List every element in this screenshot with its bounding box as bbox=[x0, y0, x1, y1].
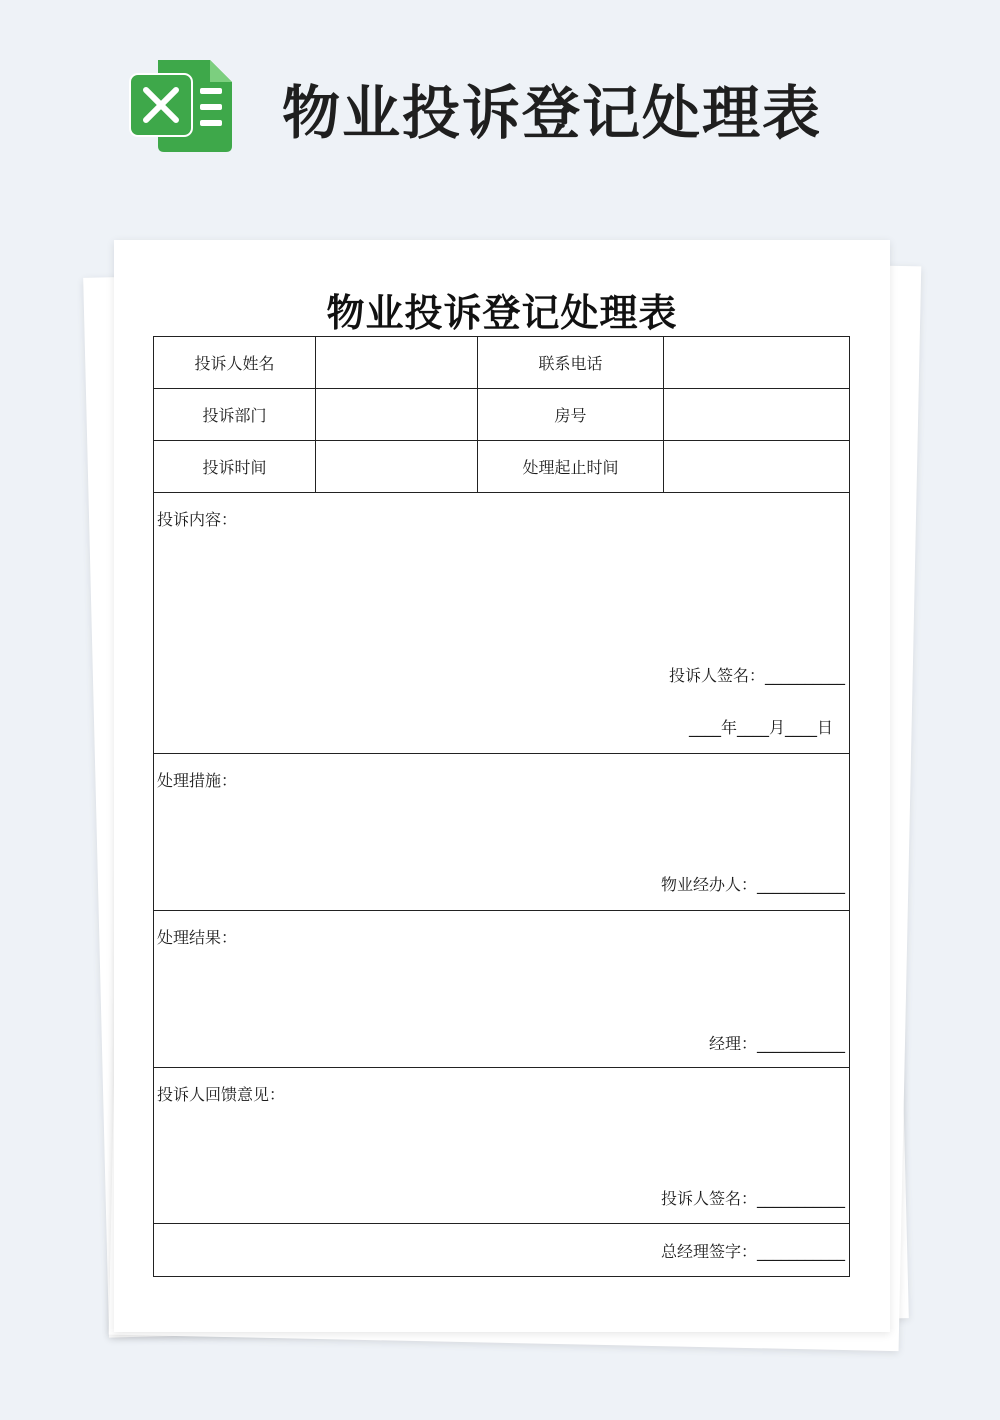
property-handler-signature-line: 物业经办人：___________ bbox=[660, 875, 845, 894]
complainant-signature-line: 投诉人签名：__________ bbox=[668, 666, 845, 685]
info-row bbox=[154, 337, 849, 389]
general-manager-signature-line: 总经理签字：___________ bbox=[660, 1242, 845, 1261]
field-complainant-name[interactable] bbox=[316, 337, 478, 388]
info-row bbox=[154, 441, 849, 493]
complaint-form bbox=[153, 336, 850, 1277]
label-complaint-department: 投诉部门 bbox=[154, 389, 316, 440]
section-general-manager[interactable] bbox=[154, 1224, 849, 1276]
section-label: 投诉内容： bbox=[157, 510, 238, 529]
label-room-number: 房号 bbox=[478, 389, 664, 440]
label-contact-phone: 联系电话 bbox=[478, 337, 664, 388]
page-header bbox=[0, 0, 1000, 200]
complainant-feedback-signature-line: 投诉人签名：___________ bbox=[660, 1189, 845, 1208]
label-complainant-name: 投诉人姓名 bbox=[154, 337, 316, 388]
section-complainant-feedback[interactable] bbox=[154, 1068, 849, 1224]
label-processing-period: 处理起止时间 bbox=[478, 441, 664, 492]
section-label: 处理措施： bbox=[157, 771, 238, 790]
page-title: 物业投诉登记处理表 bbox=[282, 79, 823, 147]
excel-file-icon bbox=[128, 58, 234, 154]
field-contact-phone[interactable] bbox=[664, 337, 848, 388]
section-complaint-content[interactable] bbox=[154, 493, 849, 754]
section-label: 处理结果： bbox=[157, 928, 238, 947]
date-line: ____年____月____日 bbox=[688, 718, 833, 737]
info-row bbox=[154, 389, 849, 441]
document-page bbox=[114, 240, 890, 1332]
field-processing-period[interactable] bbox=[664, 441, 848, 492]
label-complaint-time: 投诉时间 bbox=[154, 441, 316, 492]
section-label: 投诉人回馈意见： bbox=[157, 1085, 286, 1104]
field-complaint-department[interactable] bbox=[316, 389, 478, 440]
manager-signature-line: 经理：___________ bbox=[708, 1034, 845, 1053]
section-handling-result[interactable] bbox=[154, 911, 849, 1068]
section-handling-measures[interactable] bbox=[154, 754, 849, 911]
document-title: 物业投诉登记处理表 bbox=[326, 291, 678, 335]
field-room-number[interactable] bbox=[664, 389, 848, 440]
field-complaint-time[interactable] bbox=[316, 441, 478, 492]
